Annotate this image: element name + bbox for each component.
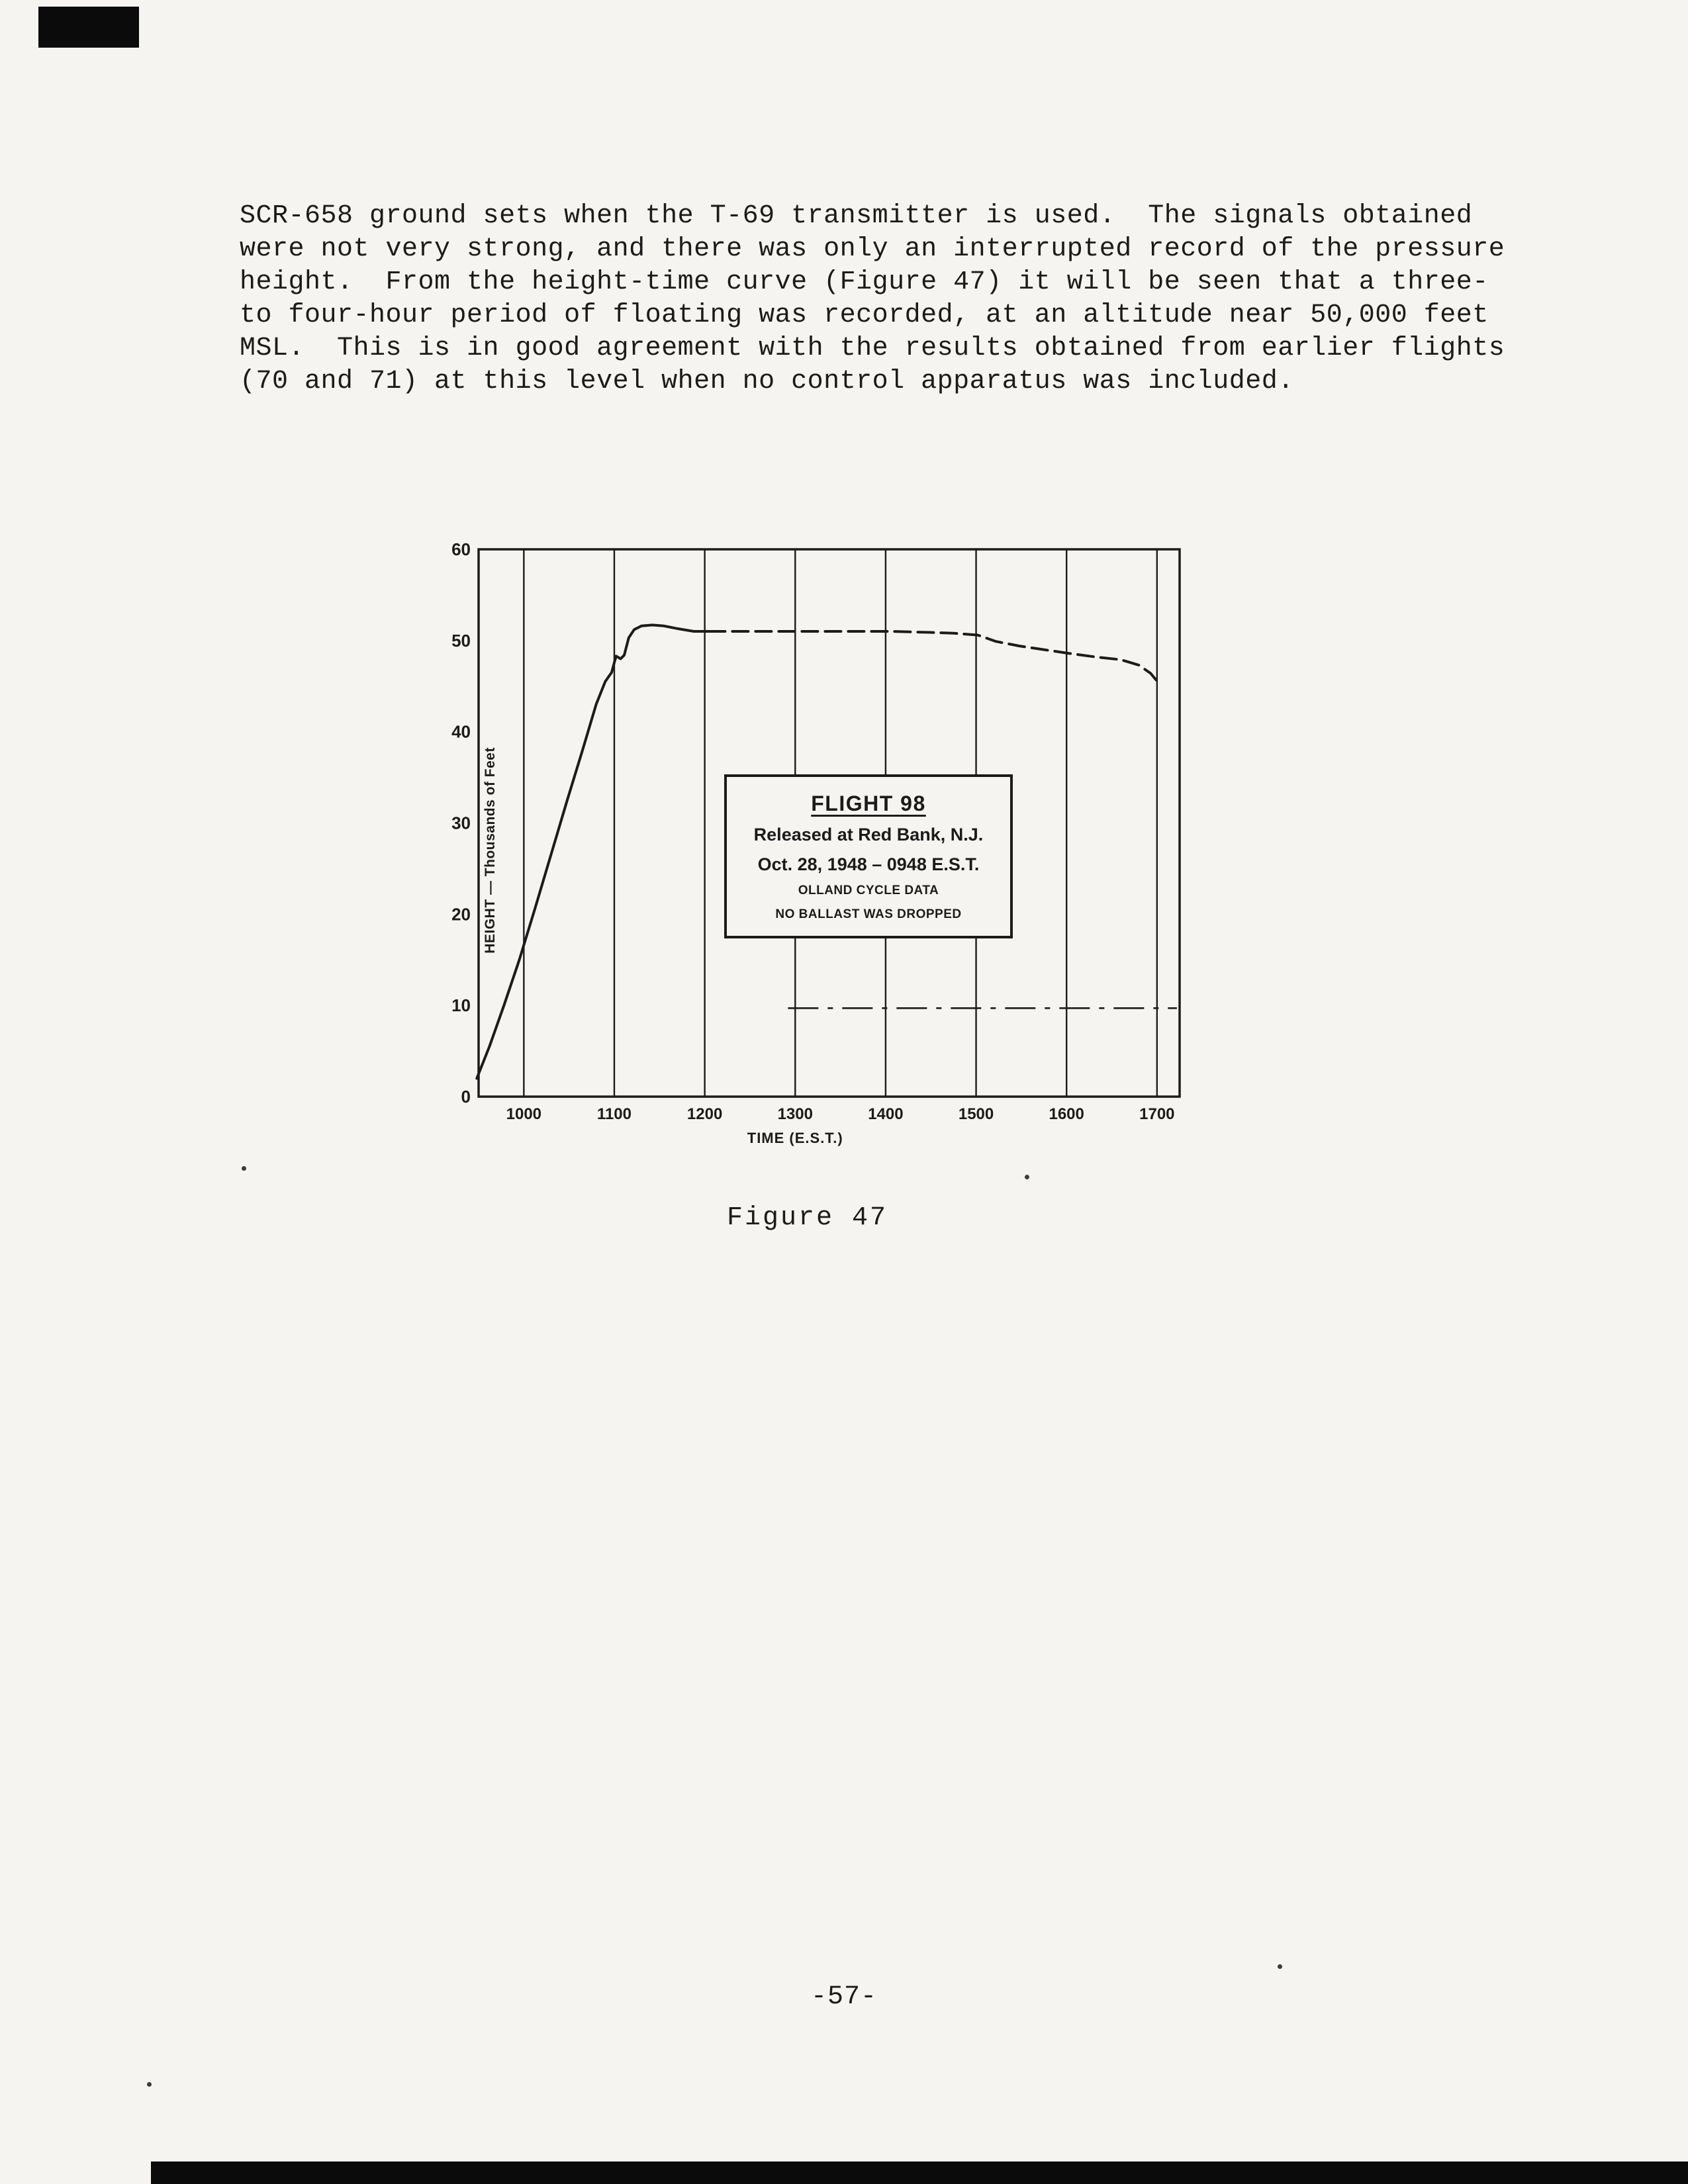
scan-speck xyxy=(1025,1175,1029,1179)
x-tick-label: 1100 xyxy=(596,1105,632,1123)
annotation-data-source: OLLAND CYCLE DATA xyxy=(798,884,939,897)
annotation-release-location: Released at Red Bank, N.J. xyxy=(753,825,984,844)
y-axis-label: HEIGHT — Thousands of Feet xyxy=(483,747,498,954)
paragraph-line: SCR-658 ground sets when the T-69 transmitter is used. The signals obtained xyxy=(240,201,1473,231)
scan-speck xyxy=(147,2082,152,2087)
paragraph-line: were not very strong, and there was only an interrupted record of the pressure xyxy=(240,234,1505,264)
paragraph-line: (70 and 71) at this level when no control apparatus was included. xyxy=(240,367,1294,396)
y-tick-label: 40 xyxy=(451,721,471,742)
paragraph-line: to four-hour period of floating was recorded, at an altitude near 50,000 feet xyxy=(240,300,1489,330)
x-tick-label: 1400 xyxy=(868,1105,904,1123)
x-tick-label: 1300 xyxy=(777,1105,813,1123)
figure-caption: Figure 47 xyxy=(727,1203,888,1233)
annotation-release-datetime: Oct. 28, 1948 – 0948 E.S.T. xyxy=(757,854,980,874)
height-time-chart xyxy=(424,536,1218,1158)
body-paragraph xyxy=(240,200,1505,398)
page-number: -57- xyxy=(810,1982,877,2012)
y-tick-label: 60 xyxy=(451,539,471,559)
y-tick-label: 10 xyxy=(451,995,471,1016)
x-axis-label: TIME (E.S.T.) xyxy=(747,1130,843,1146)
height-curve-solid xyxy=(477,625,709,1078)
y-tick-label: 30 xyxy=(451,813,471,833)
annotation-ballast-note: NO BALLAST WAS DROPPED xyxy=(775,907,962,921)
paragraph-line: height. From the height-time curve (Figure 47) it will be seen that a three- xyxy=(240,267,1489,297)
scan-artifact-bottom-bar xyxy=(151,2161,1688,2184)
paragraph-line: MSL. This is in good agreement with the results obtained from earlier flights xyxy=(240,334,1505,363)
x-tick-label: 1000 xyxy=(506,1105,542,1123)
x-tick-label: 1700 xyxy=(1139,1105,1175,1123)
y-tick-label: 20 xyxy=(451,904,471,925)
flight-annotation-box xyxy=(724,774,1013,938)
x-tick-label: 1500 xyxy=(958,1105,994,1123)
x-tick-label: 1600 xyxy=(1049,1105,1084,1123)
scan-speck xyxy=(242,1166,246,1171)
scan-artifact-top-left xyxy=(38,7,139,48)
x-tick-label: 1200 xyxy=(686,1105,723,1123)
scan-speck xyxy=(1278,1964,1282,1969)
height-curve-dashed xyxy=(709,631,1160,684)
y-tick-label: 50 xyxy=(451,630,471,651)
annotation-flight-number: FLIGHT 98 xyxy=(811,791,926,815)
y-tick-label: 0 xyxy=(461,1087,471,1107)
